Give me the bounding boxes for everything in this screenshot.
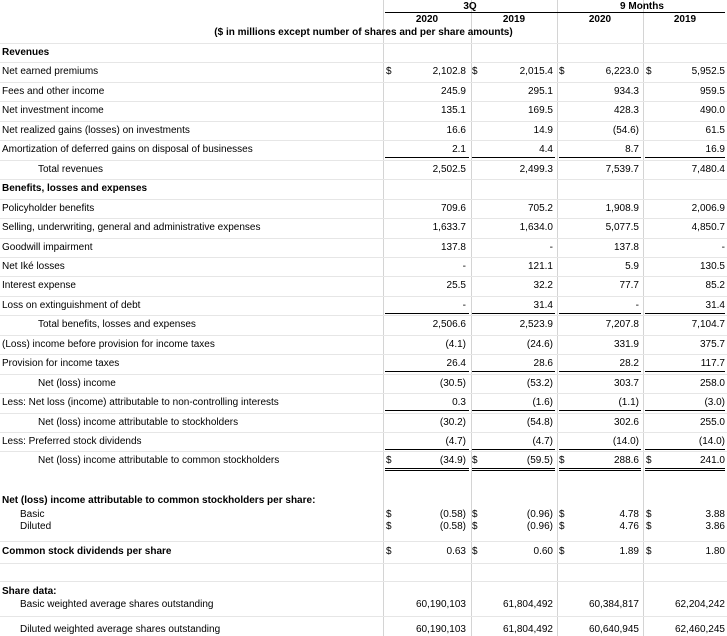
- diluted-shares-value: 61,804,492: [502, 624, 553, 635]
- row-value: (1.1): [618, 397, 639, 408]
- row-value: 77.7: [619, 280, 639, 291]
- row-label: Total benefits, losses and expenses: [38, 319, 196, 330]
- row-value: 428.3: [613, 105, 639, 116]
- row-value: 8.7: [625, 144, 639, 155]
- row-label: Loss on extinguishment of debt: [2, 300, 141, 311]
- dollar-sign: $: [646, 509, 652, 520]
- row-value: 6,223.0: [605, 66, 639, 77]
- row-label: Policyholder benefits: [2, 203, 95, 214]
- dollar-sign: $: [646, 66, 652, 77]
- year-header: 2019: [673, 14, 697, 25]
- row-value: 2,499.3: [519, 164, 553, 175]
- dollar-sign: $: [472, 546, 478, 557]
- row-value: 255.0: [699, 417, 725, 428]
- row-value: 245.9: [440, 86, 466, 97]
- row-value: -: [721, 242, 725, 253]
- row-value: 2,523.9: [519, 319, 553, 330]
- diluted-shares-label: Diluted weighted average shares outstanding: [20, 624, 221, 635]
- row-value: 137.8: [613, 242, 639, 253]
- row-label: Net earned premiums: [2, 66, 99, 77]
- row-value: -: [635, 300, 639, 311]
- row-value: 375.7: [699, 339, 725, 350]
- period-9m-header: 9 Months: [620, 1, 664, 12]
- basic-eps-value: (0.96): [526, 509, 553, 520]
- row-label: Net (loss) income: [38, 378, 116, 389]
- row-value: (1.6): [532, 397, 553, 408]
- section-heading: Revenues: [2, 47, 50, 58]
- row-value: (53.2): [526, 378, 553, 389]
- row-value: 258.0: [699, 378, 725, 389]
- row-value: 2,506.6: [432, 319, 466, 330]
- dollar-sign: $: [386, 509, 392, 520]
- dollar-sign: $: [472, 521, 478, 532]
- row-value: 1,633.7: [432, 222, 466, 233]
- row-label: Less: Net loss (income) attributable to non-controlling interests: [2, 397, 279, 408]
- row-value: 5,077.5: [605, 222, 639, 233]
- row-value: 302.6: [613, 417, 639, 428]
- row-value: 28.2: [619, 358, 639, 369]
- section-heading: Benefits, losses and expenses: [2, 183, 148, 194]
- row-value: -: [549, 242, 553, 253]
- row-value: (4.1): [445, 339, 466, 350]
- row-value: (34.9): [439, 455, 466, 466]
- dividends-label: Common stock dividends per share: [2, 546, 172, 557]
- row-value: 130.5: [699, 261, 725, 272]
- row-value: 288.6: [613, 455, 639, 466]
- row-value: (30.2): [439, 417, 466, 428]
- diluted-shares-value: 60,190,103: [415, 624, 466, 635]
- row-value: 28.6: [533, 358, 553, 369]
- row-value: 31.4: [705, 300, 725, 311]
- row-value: 31.4: [533, 300, 553, 311]
- row-label: Net investment income: [2, 105, 104, 116]
- dividend-value: 1.80: [705, 546, 725, 557]
- dollar-sign: $: [472, 509, 478, 520]
- basic-label: Basic: [20, 509, 45, 520]
- year-header: 2020: [588, 14, 612, 25]
- share-data-heading: Share data:: [2, 586, 57, 597]
- row-label: Amortization of deferred gains on disposal of businesses: [2, 144, 253, 155]
- dollar-sign: $: [386, 455, 392, 466]
- dollar-sign: $: [386, 521, 392, 532]
- basic-shares-value: 62,204,242: [674, 599, 725, 610]
- row-value: 4.4: [539, 144, 553, 155]
- dollar-sign: $: [472, 66, 478, 77]
- basic-eps-value: 3.88: [705, 509, 725, 520]
- row-value: 117.7: [700, 358, 725, 369]
- row-value: (59.5): [526, 455, 553, 466]
- units-note: ($ in millions except number of shares and per share amounts): [214, 27, 513, 38]
- row-value: 2,015.4: [519, 66, 553, 77]
- row-value: (4.7): [532, 436, 553, 447]
- row-label: Goodwill impairment: [2, 242, 93, 253]
- row-value: (14.0): [612, 436, 639, 447]
- dollar-sign: $: [386, 546, 392, 557]
- row-value: 26.4: [446, 358, 466, 369]
- diluted-label: Diluted: [20, 521, 52, 532]
- row-value: (14.0): [698, 436, 725, 447]
- dollar-sign: $: [559, 66, 565, 77]
- row-value: 32.2: [533, 280, 553, 291]
- row-value: (30.5): [439, 378, 466, 389]
- basic-shares-label: Basic weighted average shares outstanding: [20, 599, 214, 610]
- row-label: Provision for income taxes: [2, 358, 120, 369]
- diluted-shares-value: 62,460,245: [674, 624, 725, 635]
- row-value: 16.9: [705, 144, 725, 155]
- row-value: 490.0: [699, 105, 725, 116]
- per-share-heading: Net (loss) income attributable to common stockholders per share:: [2, 495, 316, 506]
- row-value: 2,102.8: [432, 66, 466, 77]
- row-value: 1,908.9: [605, 203, 639, 214]
- dollar-sign: $: [559, 455, 565, 466]
- row-value: 7,539.7: [605, 164, 639, 175]
- row-value: 16.6: [446, 125, 466, 136]
- row-value: 137.8: [440, 242, 466, 253]
- row-value: 85.2: [705, 280, 725, 291]
- dollar-sign: $: [559, 509, 565, 520]
- row-label: Net realized gains (losses) on investments: [2, 125, 190, 136]
- row-value: 331.9: [613, 339, 639, 350]
- basic-shares-value: 60,190,103: [415, 599, 466, 610]
- row-value: 4,850.7: [691, 222, 725, 233]
- row-value: 5.9: [625, 261, 639, 272]
- row-value: 2,502.5: [432, 164, 466, 175]
- row-value: 2,006.9: [691, 203, 725, 214]
- row-label: Less: Preferred stock dividends: [2, 436, 142, 447]
- row-value: 7,207.8: [605, 319, 639, 330]
- row-value: 934.3: [613, 86, 639, 97]
- year-header: 2020: [415, 14, 439, 25]
- row-value: (54.6): [612, 125, 639, 136]
- row-value: (4.7): [445, 436, 466, 447]
- row-value: 5,952.5: [691, 66, 725, 77]
- row-value: (24.6): [526, 339, 553, 350]
- row-label: Net Iké losses: [2, 261, 65, 272]
- row-value: 14.9: [533, 125, 553, 136]
- row-value: (3.0): [704, 397, 725, 408]
- basic-shares-value: 61,804,492: [502, 599, 553, 610]
- row-label: Total revenues: [38, 164, 104, 175]
- diluted-eps-value: (0.58): [439, 521, 466, 532]
- row-value: 709.6: [440, 203, 466, 214]
- row-value: 0.3: [452, 397, 466, 408]
- basic-eps-value: (0.58): [439, 509, 466, 520]
- row-label: Interest expense: [2, 280, 76, 291]
- row-label: Net (loss) income attributable to stockholders: [38, 417, 239, 428]
- row-value: 303.7: [613, 378, 639, 389]
- row-value: 169.5: [527, 105, 553, 116]
- dollar-sign: $: [559, 521, 565, 532]
- diluted-eps-value: 3.86: [705, 521, 725, 532]
- year-header: 2019: [502, 14, 526, 25]
- row-value: 241.0: [699, 455, 725, 466]
- dividend-value: 0.60: [533, 546, 553, 557]
- row-value: 135.1: [440, 105, 466, 116]
- row-value: 705.2: [527, 203, 553, 214]
- basic-shares-value: 60,384,817: [588, 599, 639, 610]
- row-label: Fees and other income: [2, 86, 105, 97]
- period-3q-header: 3Q: [463, 1, 477, 12]
- dividend-value: 0.63: [446, 546, 466, 557]
- row-value: 7,104.7: [691, 319, 725, 330]
- basic-eps-value: 4.78: [619, 509, 639, 520]
- row-value: 959.5: [699, 86, 725, 97]
- dividend-value: 1.89: [619, 546, 639, 557]
- diluted-eps-value: 4.76: [619, 521, 639, 532]
- row-value: (54.8): [526, 417, 553, 428]
- row-value: 61.5: [705, 125, 725, 136]
- diluted-eps-value: (0.96): [526, 521, 553, 532]
- row-label: Net (loss) income attributable to common stockholders: [38, 455, 280, 466]
- row-value: -: [462, 261, 466, 272]
- row-value: 2.1: [452, 144, 466, 155]
- dollar-sign: $: [472, 455, 478, 466]
- dollar-sign: $: [646, 521, 652, 532]
- row-value: 25.5: [446, 280, 466, 291]
- diluted-shares-value: 60,640,945: [588, 624, 639, 635]
- row-value: 1,634.0: [519, 222, 553, 233]
- dollar-sign: $: [646, 546, 652, 557]
- row-value: -: [462, 300, 466, 311]
- row-label: (Loss) income before provision for income taxes: [2, 339, 215, 350]
- row-value: 121.1: [527, 261, 553, 272]
- dollar-sign: $: [559, 546, 565, 557]
- dollar-sign: $: [386, 66, 392, 77]
- row-label: Selling, underwriting, general and administrative expenses: [2, 222, 261, 233]
- row-value: 7,480.4: [691, 164, 725, 175]
- row-value: 295.1: [527, 86, 553, 97]
- dollar-sign: $: [646, 455, 652, 466]
